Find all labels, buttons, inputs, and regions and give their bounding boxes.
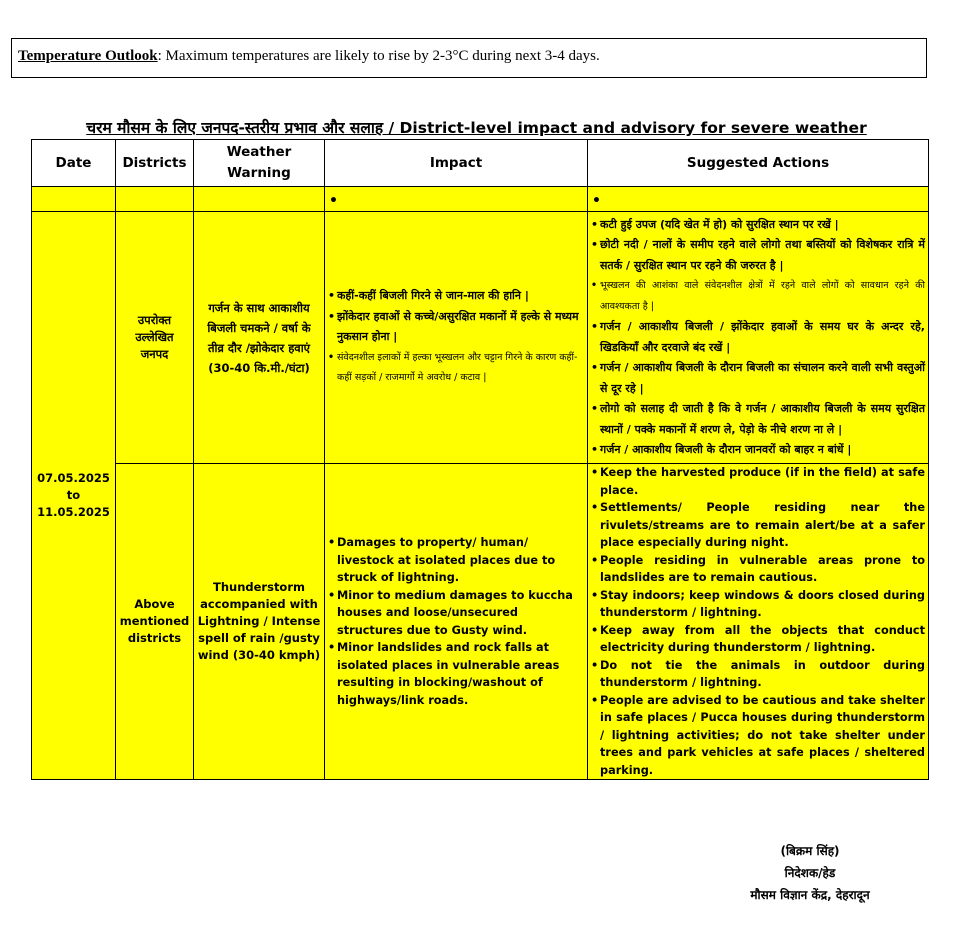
english-actions-cell xyxy=(588,464,929,780)
action-item: • छोटी नदी / नालों के समीप रहने वाले लोगो तथा बस्तियों को विशेषकर रात्रि में सतर्क / सुरक्षित स्थान पर रहने की जरुरत है | xyxy=(591,235,925,276)
bullet-mark: • xyxy=(592,192,601,209)
header-suggested-actions: Suggested Actions xyxy=(588,140,929,187)
hindi-warning-cell xyxy=(194,212,325,464)
action-item: • Keep the harvested produce (if in the field) at safe place. xyxy=(591,464,925,499)
impact-item: • कहीं-कहीं बिजली गिरने से जान-माल की हानि | xyxy=(328,286,584,307)
impact-item: • Damages to property/ human/ livestock at isolated places due to struck of lightning. xyxy=(328,534,584,587)
warning-line: बिजली चमकने / वर्षा के xyxy=(207,320,311,335)
impact-item: • संवेदनशील इलाकों में हल्का भूस्खलन और चट्टान गिरने के कारण कहीं-कहीं सड़कों / राजमार्गो मे अवरोध / कटाव | xyxy=(328,348,584,389)
empty-bullet-row xyxy=(32,187,929,212)
empty-cell xyxy=(32,187,116,212)
header-warning-line: Weather xyxy=(226,144,292,160)
action-item: • Stay indoors; keep windows & doors closed during thunderstorm / lightning. xyxy=(591,587,925,622)
english-impact-cell xyxy=(325,464,588,780)
signatory-office: मौसम विज्ञान केंद्र, देहरादून xyxy=(750,888,870,902)
district-line: जनपद xyxy=(140,347,169,361)
signature-block xyxy=(700,840,920,906)
action-item: • Settlements/ People residing near the rivulets/streams are to remain alert/be at a safer place especially during night. xyxy=(591,499,925,552)
header-row xyxy=(32,140,929,187)
signatory-name: (बिक्रम सिंह) xyxy=(780,844,840,858)
action-item: • कटी हुई उपज (यदि खेत में हो) को सुरक्षित स्थान पर रखें | xyxy=(591,215,925,236)
empty-cell xyxy=(194,187,325,212)
action-item: • Do not tie the animals in outdoor during thunderstorm / lightning. xyxy=(591,657,925,692)
district-line: उल्लेखित xyxy=(135,330,174,344)
hindi-impact-cell xyxy=(325,212,588,464)
header-impact: Impact xyxy=(325,140,588,187)
bullet-mark: • xyxy=(329,192,338,209)
header-weather-warning xyxy=(194,140,325,187)
actions-bullet-cell xyxy=(588,187,929,212)
english-advisory-row xyxy=(32,464,929,780)
warning-line: (30-40 कि.मी./घंटा) xyxy=(208,360,310,375)
warning-line: गर्जन के साथ आकाशीय xyxy=(208,300,310,315)
advisory-title: चरम मौसम के लिए जनपद-स्तरीय प्रभाव और सलाह / District-level impact and advisory for severe weather xyxy=(86,119,867,137)
impact-item: • Minor to medium damages to kuccha houses and loose/unsecured structures due to Gusty wind. xyxy=(328,587,584,640)
district-line: Above xyxy=(134,597,175,611)
action-item: • People residing in vulnerable areas prone to landslides are to remain cautious. xyxy=(591,552,925,587)
date-from: 07.05.2025 xyxy=(37,471,110,485)
action-item: • गर्जन / आकाशीय बिजली के दौरान बिजली का संचालन करने वाली सभी वस्तुओं से दूर रहे | xyxy=(591,358,925,399)
empty-cell xyxy=(116,187,194,212)
header-warning-line: Warning xyxy=(227,165,291,181)
advisory-table xyxy=(31,139,929,780)
warning-line: accompanied with xyxy=(200,597,318,611)
action-item: • गर्जन / आकाशीय बिजली / झोंकेदार हवाओं के समय घर के अन्दर रहे, खिडकियाँ और दरवाजे बंद रखें | xyxy=(591,317,925,358)
action-item: • लोगो को सलाह दी जाती है कि वे गर्जन / आकाशीय बिजली के समय सुरक्षित स्थानों / पक्के मकानों में शरण ले, पेड़ो के नीचे शरण ना ले | xyxy=(591,399,925,440)
header-date: Date xyxy=(32,140,116,187)
impact-item: • Minor landslides and rock falls at isolated places in vulnerable areas resulting in blocking/washout of highways/link roads. xyxy=(328,639,584,709)
warning-line: Thunderstorm xyxy=(212,580,305,594)
action-item: • गर्जन / आकाशीय बिजली के दौरान जानवरों को बाहर न बांधें | xyxy=(591,440,925,461)
action-item: • People are advised to be cautious and take shelter in safe places / Pucca houses during thunderstorm / lightning activities; do not take shelter under trees and park vehicles at safe places / sheltered parking. xyxy=(591,692,925,780)
english-districts-cell xyxy=(116,464,194,780)
outlook-label: Temperature Outlook xyxy=(18,48,158,64)
date-cell xyxy=(32,212,116,780)
outlook-text: : Maximum temperatures are likely to rise by 2-3°C during next 3-4 days. xyxy=(157,48,600,64)
signatory-designation: निदेशक/हेड xyxy=(784,866,836,880)
hindi-actions-cell xyxy=(588,212,929,464)
warning-line: wind (30-40 kmph) xyxy=(197,648,321,662)
english-warning-cell xyxy=(194,464,325,780)
warning-line: तीव्र दौर /झोकेदार हवाएं xyxy=(207,340,311,355)
date-to: 11.05.2025 xyxy=(37,505,110,519)
action-item: • भूस्खलन की आशंका वाले संवेदनशील क्षेत्रों में रहने वाले लोगों को सावधान रहने की आवश्यकता है | xyxy=(591,276,925,317)
district-line: उपरोक्त xyxy=(137,313,172,327)
impact-item: • झोंकेदार हवाओं से कच्चे/असुरक्षित मकानों में हल्के से मध्यम नुकसान होना | xyxy=(328,307,584,348)
temperature-outlook-box xyxy=(11,38,927,78)
impact-bullet-cell xyxy=(325,187,588,212)
district-line: districts xyxy=(127,631,182,645)
warning-line: Lightning / Intense xyxy=(197,614,321,628)
hindi-advisory-row xyxy=(32,212,929,464)
date-to-word: to xyxy=(66,488,81,502)
hindi-districts-cell xyxy=(116,212,194,464)
action-item: • Keep away from all the objects that conduct electricity during thunderstorm / lightning. xyxy=(591,622,925,657)
header-districts: Districts xyxy=(116,140,194,187)
district-line: mentioned xyxy=(119,614,190,628)
warning-line: spell of rain /gusty xyxy=(198,631,320,645)
